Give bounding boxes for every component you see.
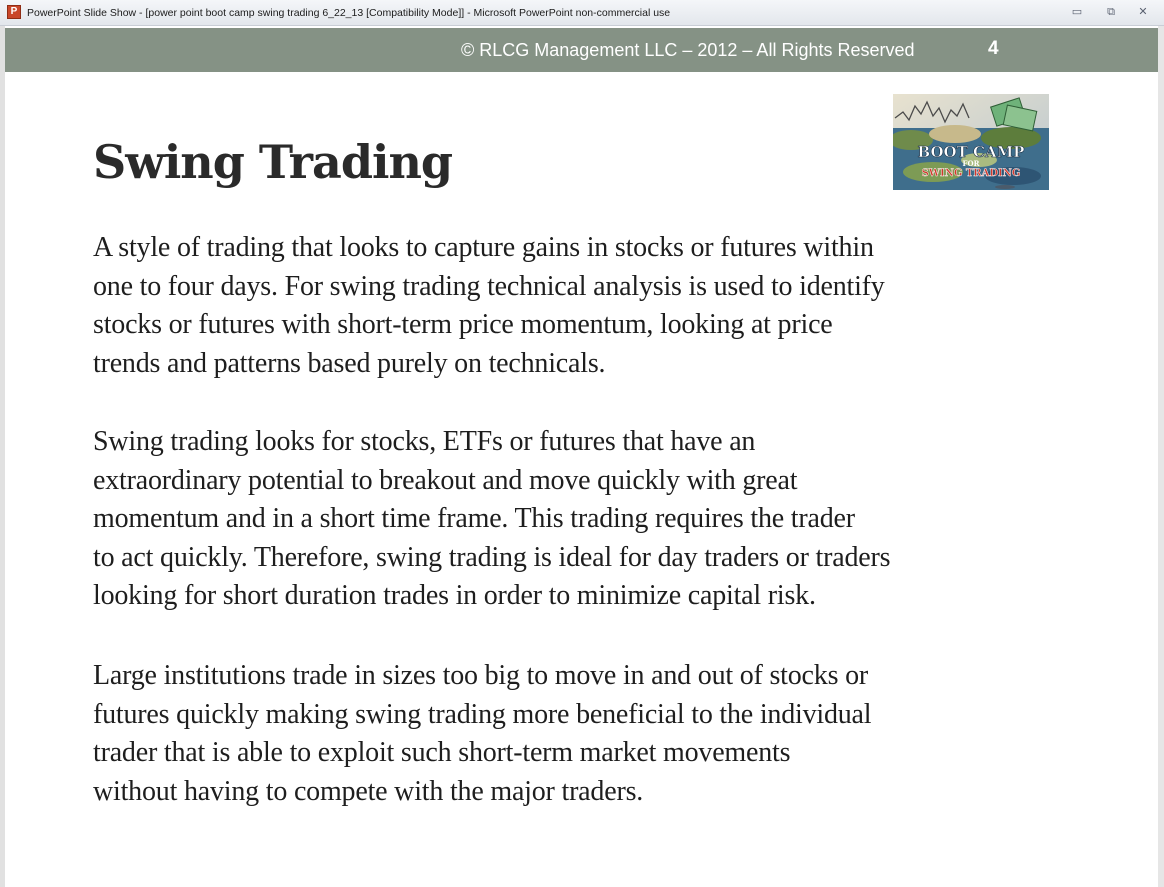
paragraph-line: stocks or futures with short-term price momentum, looking at price [93, 309, 833, 341]
logo-line1: BOOT CAMP [917, 143, 1025, 161]
paragraph-line: Large institutions trade in sizes too big to move in and out of stocks or [93, 660, 868, 691]
paragraph-line: to act quickly. Therefore, swing trading is ideal for day traders or traders [93, 541, 891, 573]
slide-number: 4 [988, 38, 999, 59]
paragraph-line: looking for short duration trades in order to minimize capital risk. [93, 580, 816, 612]
paragraph-line: futures quickly making swing trading more beneficial to the individual [93, 698, 872, 730]
close-button[interactable]: ✕ [1138, 5, 1148, 18]
paragraph-line: extraordinary potential to breakout and move quickly with great [93, 464, 798, 496]
minimize-button[interactable]: ▭ [1071, 5, 1083, 18]
powerpoint-app-icon[interactable]: P [7, 5, 21, 19]
copyright-text: © RLCG Management LLC – 2012 – All Rights Reserved [461, 40, 915, 60]
paragraph-1 [93, 229, 1093, 383]
boot-camp-logo [893, 94, 1049, 190]
slide-left-margin [0, 26, 5, 887]
paragraph-line: without having to compete with the major traders. [93, 775, 644, 807]
paragraph-line: one to four days. For swing trading technical analysis is used to identify [93, 270, 885, 302]
window-title: PowerPoint Slide Show - [power point boot camp swing trading 6_22_13 [Compatibility Mode]] - Microsoft PowerPoint non-commercial use [27, 7, 671, 19]
paragraph-line: A style of trading that looks to capture gains in stocks or futures within [93, 232, 874, 263]
paragraph-2 [93, 423, 1093, 616]
paragraph-line: Swing trading looks for stocks, ETFs or futures that have an [93, 426, 756, 457]
logo-line2: FOR [962, 159, 980, 168]
slide-right-margin [1158, 26, 1164, 887]
paragraph-line: momentum and in a short time frame. This trading requires the trader [93, 503, 855, 535]
logo-line3: SWING TRADING [921, 168, 1021, 179]
slide-header-band [5, 28, 1158, 72]
restore-button[interactable]: ⧉ [1107, 5, 1115, 18]
paragraph-line: trader that is able to exploit such short-term market movements [93, 737, 791, 769]
paragraph-3 [93, 657, 1093, 811]
window-titlebar [0, 0, 1164, 26]
paragraph-line: trends and patterns based purely on technicals. [93, 347, 606, 379]
slide-title: Swing Trading [93, 135, 453, 189]
